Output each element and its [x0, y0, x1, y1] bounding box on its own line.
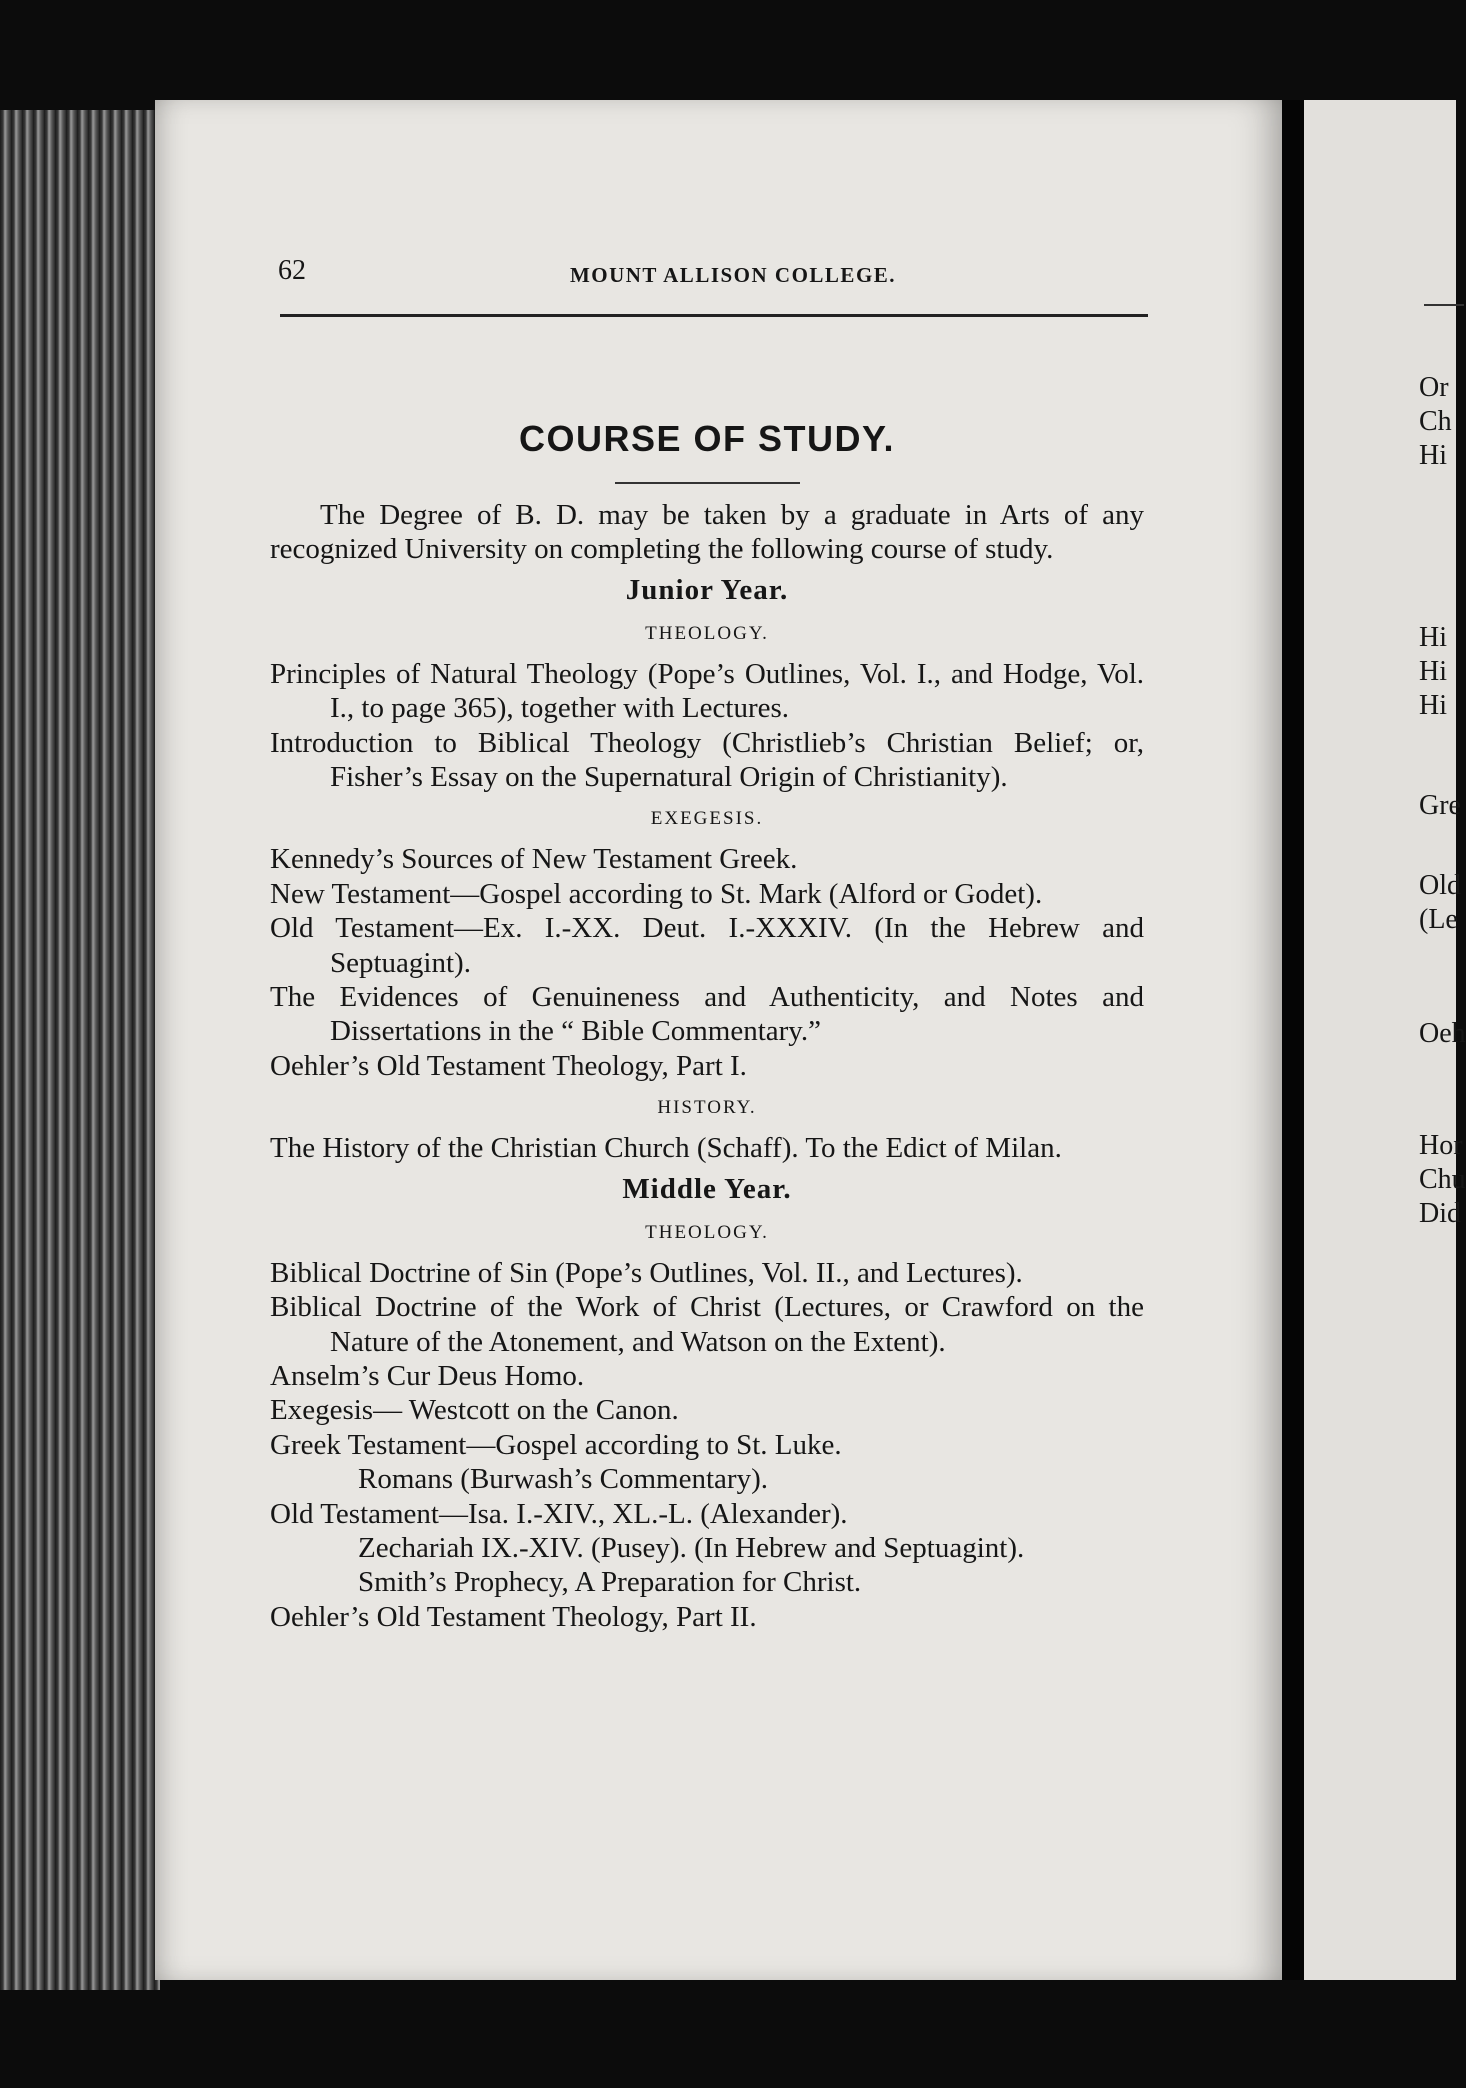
facing-page-fragment: Ch: [1419, 406, 1452, 437]
facing-page-fragment: Hi: [1419, 440, 1447, 471]
facing-page-fragment: Hor: [1419, 1130, 1463, 1161]
facing-page-fragment: Did: [1419, 1198, 1461, 1229]
book-gutter: [1282, 100, 1304, 1980]
facing-page-fragment: Oeh: [1419, 1018, 1466, 1049]
middle-theology-entry: Greek Testament—Gospel according to St. Luke.: [270, 1428, 842, 1461]
middle-year-heading: Middle Year.: [622, 1172, 792, 1205]
junior-theology-entry: Principles of Natural Theology (Pope’s Outlines, Vol. I., and Hodge, Vol. I., to page 365), together with Lectures.: [270, 657, 1144, 725]
page-content: [270, 408, 1144, 1634]
facing-page-fragment: Gre: [1419, 790, 1461, 821]
junior-theology-entry: Introduction to Biblical Theology (Christlieb’s Christian Belief; or, Fisher’s Essay on the Supernatural Origin of Christianity).: [270, 726, 1144, 794]
junior-exegesis-heading: EXEGESIS.: [650, 808, 764, 830]
junior-exegesis-entry: New Testament—Gospel according to St. Mark (Alford or Godet).: [270, 877, 1043, 910]
intro-paragraph: The Degree of B. D. may be taken by a graduate in Arts of any recognized University on completing the following course of study.: [270, 499, 1144, 566]
title-rule: [615, 482, 800, 484]
facing-page-fragment: Old: [1419, 870, 1461, 901]
junior-history-entry: The History of the Christian Church (Schaff). To the Edict of Milan.: [270, 1132, 1062, 1165]
junior-exegesis-entry: Kennedy’s Sources of New Testament Greek.: [270, 843, 798, 876]
junior-history-heading: HISTORY.: [657, 1097, 757, 1119]
middle-theology-entry: Zechariah IX.-XIV. (Pusey). (In Hebrew and Septuagint).: [358, 1531, 1025, 1564]
middle-theology-entry: Old Testament—Isa. I.-XIV., XL.-L. (Alexander).: [270, 1497, 848, 1530]
junior-year-heading: Junior Year.: [625, 573, 789, 606]
junior-exegesis-entry: Old Testament—Ex. I.-XX. Deut. I.-XXXIV. (In the Hebrew and Septuagint).: [270, 912, 1144, 979]
facing-page-fragment: Or: [1419, 372, 1449, 403]
middle-theology-entry: Biblical Doctrine of the Work of Christ (Lectures, or Crawford on the Nature of the Atonement, and Watson on the Extent).: [270, 1291, 1144, 1358]
middle-theology-entry: Exegesis— Westcott on the Canon.: [270, 1394, 679, 1427]
middle-theology-entry: Smith’s Prophecy, A Preparation for Christ.: [358, 1566, 862, 1599]
middle-theology-entry: Oehler’s Old Testament Theology, Part II.: [270, 1600, 757, 1633]
facing-page-rule: [1424, 304, 1464, 306]
facing-page-fragment: Hi: [1419, 690, 1447, 721]
middle-theology-entry: Biblical Doctrine of Sin (Pope’s Outlines, Vol. II., and Lectures).: [270, 1256, 1023, 1289]
running-title: MOUNT ALLISON COLLEGE.: [569, 263, 897, 287]
page-title: COURSE OF STUDY.: [518, 418, 896, 459]
middle-theology-entry: Romans (Burwash’s Commentary).: [358, 1463, 768, 1496]
junior-exegesis-entry: The Evidences of Genuineness and Authenticity, and Notes and Dissertations in the “ Bible Commentary.”: [270, 981, 1144, 1048]
junior-exegesis-entry: Oehler’s Old Testament Theology, Part I.: [270, 1049, 747, 1082]
junior-theology-heading: THEOLOGY.: [645, 622, 769, 644]
facing-page: [1304, 100, 1466, 1980]
book-page-edges: [0, 110, 160, 1990]
facing-page-fragment: Hi: [1419, 622, 1447, 653]
running-head: [278, 255, 1148, 295]
header-rule: [280, 314, 1148, 317]
facing-page-fragment: (Le: [1419, 904, 1458, 935]
facing-page-fragment: Hi: [1419, 656, 1447, 687]
page-number: 62: [278, 255, 306, 286]
facing-page-fragment: Chu: [1419, 1164, 1466, 1195]
middle-theology-heading: THEOLOGY.: [645, 1221, 769, 1243]
middle-theology-entry: Anselm’s Cur Deus Homo.: [270, 1359, 585, 1392]
